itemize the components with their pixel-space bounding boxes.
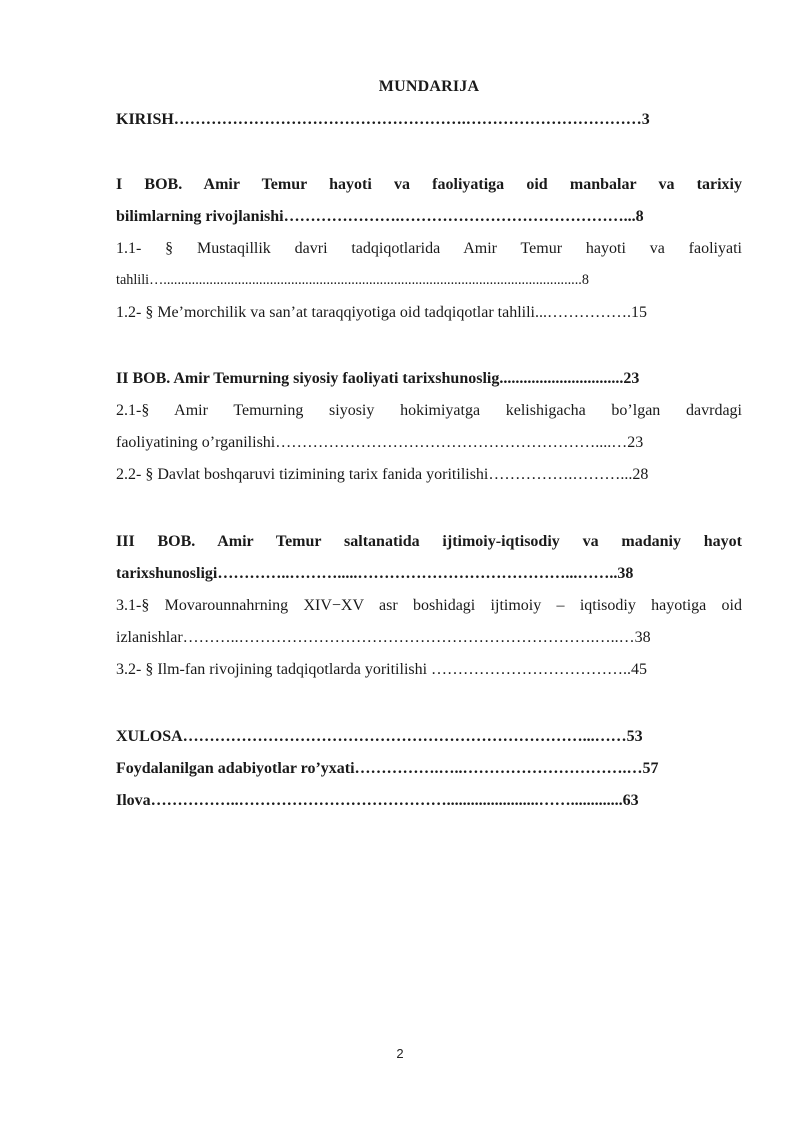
toc-entry-xulosa: XULOSA…………………………………………………………………...……53	[116, 728, 643, 745]
toc-entry-kirish: KIRISH……………………………………………….……………………………3	[116, 111, 650, 128]
toc-entry-appendix: Ilova……………..………………………………….......................…….............63	[116, 792, 639, 809]
toc-entry-section-1-2: 1.2- § Me’morchilik va san’at taraqqiyotiga oid tadqiqotlar tahlili...…………….15	[116, 304, 647, 321]
toc-entry-section-3-1-line-2: izlanishlar………..………………………………………………………….…..…38	[116, 629, 651, 646]
page-number: 2	[396, 1046, 404, 1061]
toc-entry-section-2-2: 2.2- § Davlat boshqaruvi tizimining tarix fanida yoritilishi…………….………...28	[116, 466, 649, 483]
toc-entry-section-3-1-line-1: 3.1-§ Movarounnahrning XIV−XV asr boshidagi ijtimoiy – iqtisodiy hayotiga oid	[116, 597, 742, 614]
toc-entry-chapter-3-line-2: tarixshunosligi…………..……….....…………………………………...……..38	[116, 565, 634, 582]
toc-entry-chapter-3-line-1: III BOB. Amir Temur saltanatida ijtimoiy-iqtisodiy va madaniy hayot	[116, 533, 742, 550]
toc-entry-chapter-1-line-2: bilimlarning rivojlanishi………………….……………………………………...8	[116, 208, 644, 225]
toc-entry-chapter-1-line-1: I BOB. Amir Temur hayoti va faoliyatiga oid manbalar va tarixiy	[116, 176, 742, 193]
toc-entry-section-1-1-line-2: tahlili…......................................................................................................................8	[116, 272, 589, 288]
toc-entry-bibliography: Foydalanilgan adabiyotlar ro’yxati…………….…..………………………….…57	[116, 760, 659, 777]
toc-entry-section-1-1-line-1: 1.1- § Mustaqillik davri tadqiqotlarida Amir Temur hayoti va faoliyati	[116, 240, 742, 257]
toc-entry-chapter-2: II BOB. Amir Temurning siyosiy faoliyati tarixshunoslig...............................23	[116, 370, 640, 387]
toc-entry-section-2-1-line-2: faoliyatining o’rganilishi……………………………………………………....…23	[116, 434, 644, 451]
toc-title: MUNDARIJA	[378, 78, 480, 95]
toc-entry-section-3-2: 3.2- § Ilm-fan rivojining tadqiqotlarda yoritilishi ………………………………..45	[116, 661, 648, 678]
toc-entry-section-2-1-line-1: 2.1-§ Amir Temurning siyosiy hokimiyatga kelishigacha bo’lgan davrdagi	[116, 402, 742, 419]
